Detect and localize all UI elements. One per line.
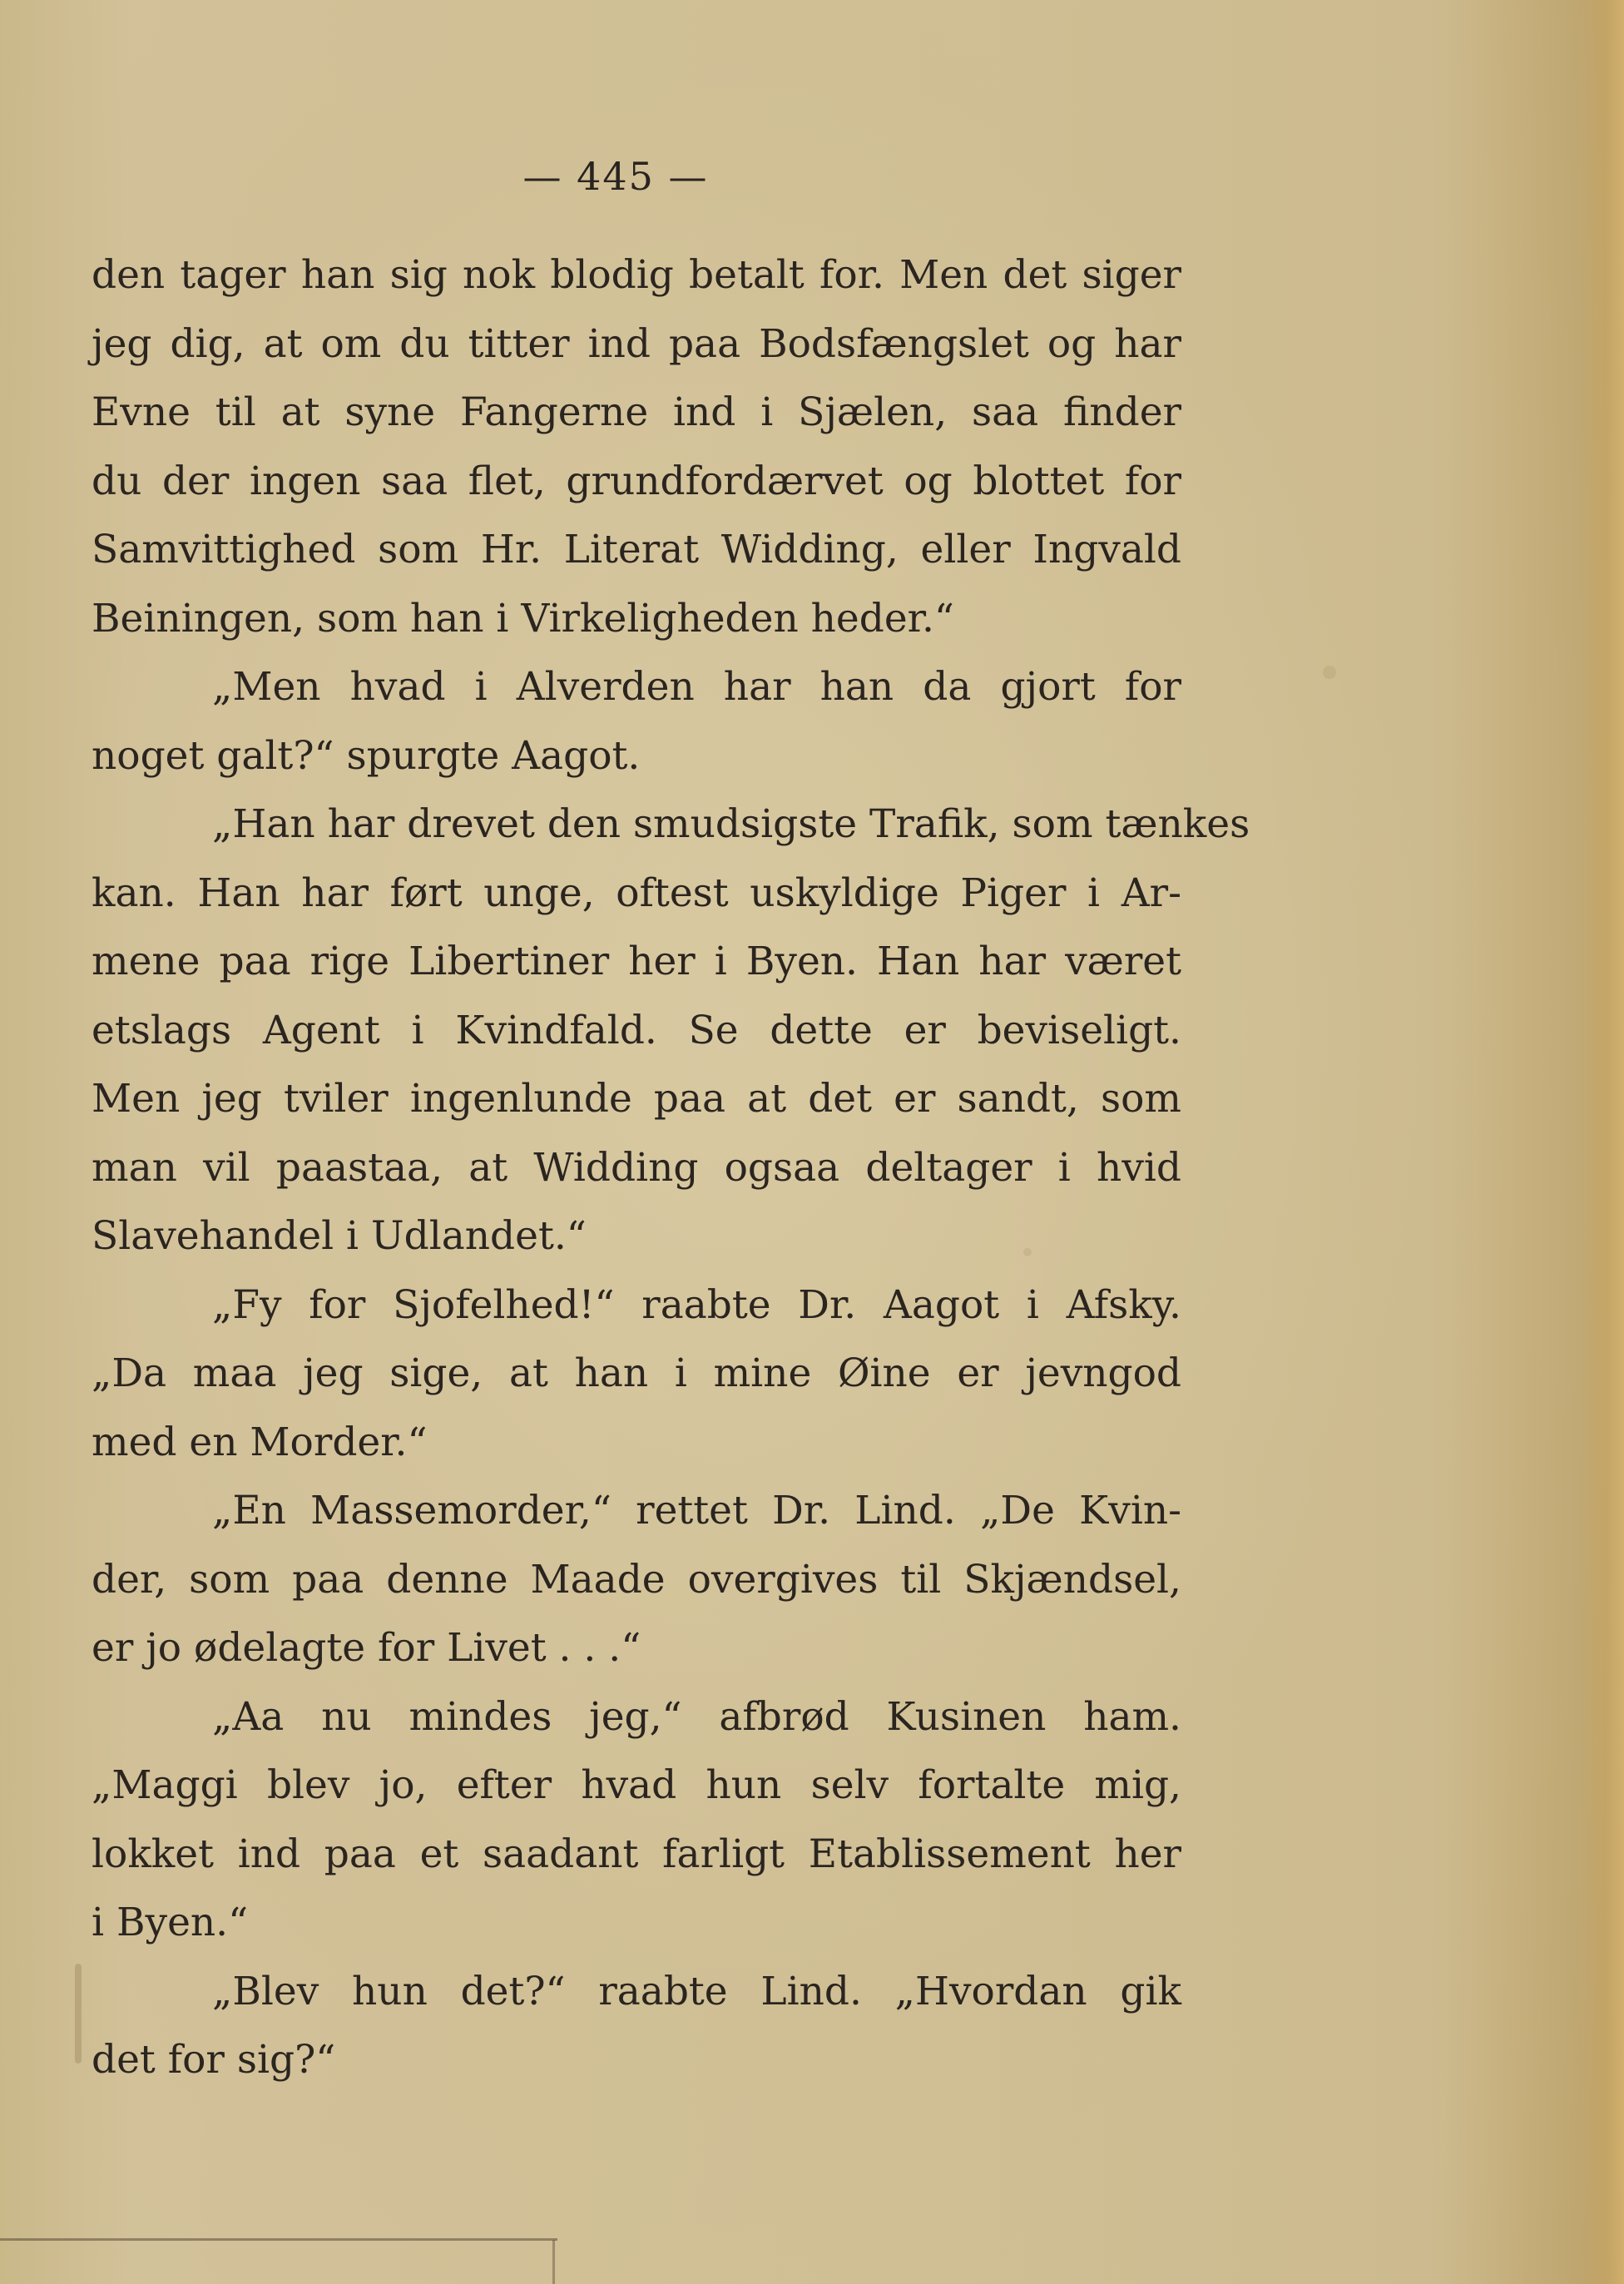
text-line: lokket ind paa et saadant farligt Etablissement her [92,1831,1181,1877]
text-line: kan. Han har ført unge, oftest uskyldige Piger i Ar- [92,870,1181,916]
text-line: noget galt?“ spurgte Aagot. [92,732,641,779]
text-line: med en Morder.“ [92,1419,428,1465]
text-line: Slavehandel i Udlandet.“ [92,1213,587,1259]
text-line: „Men hvad i Alverden har han da gjort for [212,664,1181,710]
page-number: — 445 — [522,154,709,199]
text-line: Evne til at syne Fangerne ind i Sjælen, saa finder [92,389,1181,435]
text-line: „En Massemorder,“ rettet Dr. Lind. „De Kvin- [212,1488,1181,1533]
text-line: „Han har drevet den smudsigste Trafik, som tænkes [212,801,1250,847]
paper-stain [1323,666,1336,679]
text-line: jeg dig, at om du titter ind paa Bodsfængslet og har [92,320,1181,367]
page-crease [0,2238,557,2241]
page-crease [552,2240,555,2284]
page-edge-shading [1578,0,1624,2284]
text-line: man vil paastaa, at Widding ogsaa deltager i hvid [92,1144,1181,1191]
text-line: „Da maa jeg sige, at han i mine Øine er jevngod [92,1350,1181,1396]
text-line: „Blev hun det?“ raabte Lind. „Hvordan gik [212,1968,1181,2014]
text-line: Beiningen, som han i Virkeligheden heder.“ [92,595,954,642]
text-line: Men jeg tviler ingenlunde paa at det er sandt, som [92,1076,1181,1122]
text-line: mene paa rige Libertiner her i Byen. Han har været [92,939,1181,984]
text-line: der, som paa denne Maade overgives til Skjændsel, [92,1556,1181,1603]
text-line: Samvittighed som Hr. Literat Widding, eller Ingvald [92,527,1181,572]
text-line: „Maggi blev jo, efter hvad hun selv fortalte mig, [92,1762,1181,1808]
text-line: i Byen.“ [92,1900,249,1945]
text-line: den tager han sig nok blodig betalt for. Men det siger [92,252,1181,298]
text-line: er jo ødelagte for Livet . . .“ [92,1625,641,1671]
body-text [92,241,1250,2095]
text-line: du der ingen saa flet, grundfordærvet og blottet for [92,458,1181,504]
text-line: „Aa nu mindes jeg,“ afbrød Kusinen ham. [212,1693,1181,1740]
text-line: „Fy for Sjofelhed!“ raabte Dr. Aagot i Afsky. [212,1281,1181,1328]
paper-stain [75,1964,82,2064]
text-line: etslags Agent i Kvindfald. Se dette er beviseligt. [92,1007,1181,1053]
text-line: det for sig?“ [92,2037,336,2083]
